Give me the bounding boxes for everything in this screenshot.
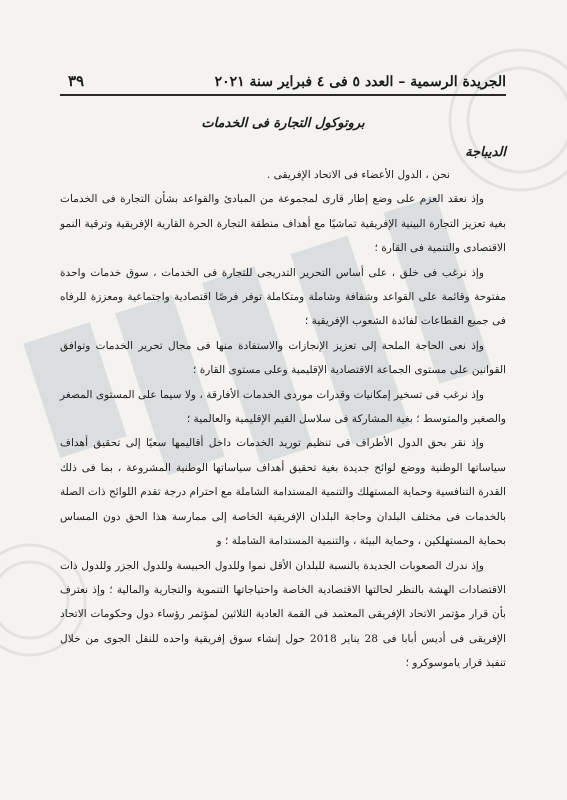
- page-number: ٣٩: [68, 72, 85, 90]
- paragraph: وإذ نرغب فى تسخير إمكانيات وقدرات موردى الخدمات الأفارقة ، ولا سيما على المستوى المصغر والصغير والمتوسط ؛ بغية المشاركة فى سلاسل القيم الإقليمية والعالمية ؛: [60, 388, 506, 426]
- paragraph: وإذ نرغب فى خلق ، على أساس التحرير التدريجى للتجارة فى الخدمات ، سوق خدمات واحدة مفتوحة وقائمة على القواعد وشفافة وشاملة ومتكاملة توفر فرصًا اقتصادية واجتماعية ومعززة للرفاه فى جميع القطاعات لفائدة الشعوب الإفريقية ؛: [60, 266, 506, 328]
- paragraph: وإذ نقر بحق الدول الأطراف فى تنظيم توريد الخدمات داخل أقاليمها سعيًا إلى تحقيق أهداف سياساتها الوطنية ووضع لوائح جديدة بغية تحقيق أهداف سياساتها الوطنية المشروعة ، بما فى ذلك القدرة التنافسية وحماية المستهلك والتنمية المستدامة الشاملة مع احترام درجة تقدم اللوائح ذات الصلة بالخدمات فى مختلف البلدان وحاجة البلدان الإفريقية الخاصة إلى ممارسة هذا الحق دون المساس بحماية المستهلكين ، وحماية البيئة ، والتنمية المستدامة الشاملة ؛ و: [60, 437, 506, 548]
- paragraph: نحن ، الدول الأعضاء فى الاتحاد الإفريقى .: [266, 169, 450, 181]
- header-rule: [60, 94, 506, 96]
- paragraph: وإذ نعى الحاجة الملحة إلى تعزيز الإنجازات والاستفادة منها فى مجال تحرير الخدمات وتوافق القوانين على مستوى الجماعة الاقتصادية الإقليمية وعلى مستوى القارة ؛: [60, 339, 506, 377]
- gazette-header-line: الجريدة الرسمية – العدد ٥ فى ٤ فبراير سنة ٢٠٢١: [214, 74, 506, 90]
- paragraph: وإذ نعقد العزم على وضع إطار قارى لمجموعة من المبادئ والقواعد بشأن التجارة فى الخدمات بغية تعزيز التجارة البينية الإفريقية تماشيًا مع أهداف منطقة التجارة الحرة القارية الإفريقية وترقية النمو الاقتصادى والتنمية فى القارة ؛: [60, 193, 506, 255]
- section-heading: الديباجة: [465, 145, 506, 160]
- document-title: بروتوكول التجارة فى الخدمات: [201, 116, 365, 131]
- document-page: [60, 66, 506, 676]
- page-header: [60, 66, 506, 90]
- paragraph: وإذ ندرك الصعوبات الجديدة بالنسبة للبلدان الأقل نموا وللدول الحبيسة وللدول الجزر وللدول ذات الاقتصادات الهشة بالنظر لحالتها الاقتصادية الخاصة واحتياجاتها التنموية والتجارية والمالية ؛ وإذ نعترف بأن قرار مؤتمر الاتحاد الإفريقى المعتمد فى القمة العادية الثلاثين لمؤتمر رؤساء دول وحكومات الاتحاد الإفريقى فى أديس أبابا فى 28 يناير 2018 حول إنشاء سوق إفريقية واحده للنقل الجوى من خلال تنفيذ قرار ياموسوكرو ؛: [60, 559, 506, 670]
